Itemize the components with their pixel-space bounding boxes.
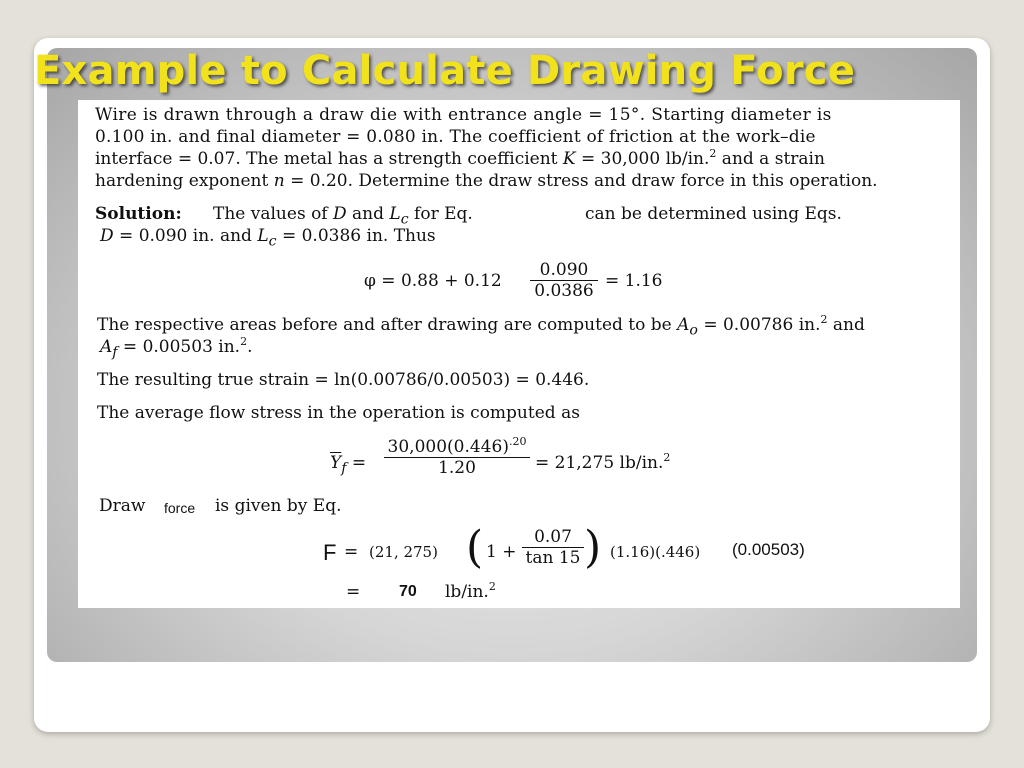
phi-equation-rhs: = 1.16 [605, 271, 663, 291]
solution-line-2: D = 0.090 in. and $L_c = 0.0386$ in. Thus [100, 226, 436, 250]
result-equals: = [346, 582, 361, 602]
yf-denominator: 1.20 [384, 457, 530, 478]
draw-line-end: is given by Eq. [215, 496, 342, 516]
draw-line-start: Draw [99, 496, 146, 516]
flow-stress-line: The average flow stress in the operation is computed as [97, 403, 580, 423]
yf-lhs: $\overline{Y}_f$ = [330, 453, 367, 477]
yf-rhs: = 21,275 lb/in.$^2$ [535, 451, 671, 473]
problem-line-4: hardening exponent n = 0.20. Determine the draw stress and draw force in this operation. [95, 171, 878, 191]
yf-numerator: $30,000(0.446)^{.20}$ [387, 435, 527, 457]
areas-line-1: The respective areas before and after drawing are computed to be $A_o = 0.00786$ in.$^2$ and [97, 313, 865, 339]
example-document [78, 100, 960, 608]
force-numerator: 0.07 [534, 527, 572, 547]
force-term-3: (0.00503) [732, 540, 805, 559]
force-symbol: F [323, 540, 337, 565]
phi-numerator: 0.090 [539, 260, 589, 280]
problem-line-2: 0.100 in. and final diameter = 0.080 in. The coefficient of friction at the work–die [95, 127, 816, 147]
result-value: 70 [399, 583, 417, 600]
solution-line-1: Solution: [95, 204, 182, 224]
force-fraction [522, 527, 584, 568]
solution-line-1-text: The values of D and $L_c$ for Eq. [213, 204, 473, 228]
phi-denominator: 0.0386 [530, 280, 598, 301]
close-paren: ) [584, 522, 602, 573]
solution-line-1-eqs: can be determined using Eqs. [585, 204, 842, 224]
areas-line-2: $A_f = 0.00503$ in.$^2$. [100, 335, 253, 361]
phi-equation-lhs: φ = 0.88 + 0.12 [364, 271, 502, 291]
problem-line-1: Wire is drawn through a draw die with entrance angle = 15°. Starting diameter is [95, 105, 832, 125]
force-term-2: (1.16)(.446) [610, 543, 701, 561]
true-strain-line: The resulting true strain = ln(0.00786/0.00503) = 0.446. [97, 370, 590, 390]
force-denominator: tan 15 [522, 547, 584, 568]
slide-title: Example to Calculate Drawing Force [34, 48, 856, 94]
force-one-plus: 1 + [486, 542, 517, 562]
open-paren: ( [466, 522, 484, 573]
draw-force-word: force [164, 500, 196, 516]
force-term-1: (21, 275) [369, 543, 438, 561]
phi-fraction [530, 260, 598, 301]
yf-fraction [384, 437, 530, 478]
result-unit: lb/in.$^2$ [445, 580, 496, 602]
problem-line-3: interface = 0.07. The metal has a strength coefficient K = 30,000 lb/in.$^2$ and a strain [95, 147, 825, 169]
force-equals: = [344, 542, 359, 562]
